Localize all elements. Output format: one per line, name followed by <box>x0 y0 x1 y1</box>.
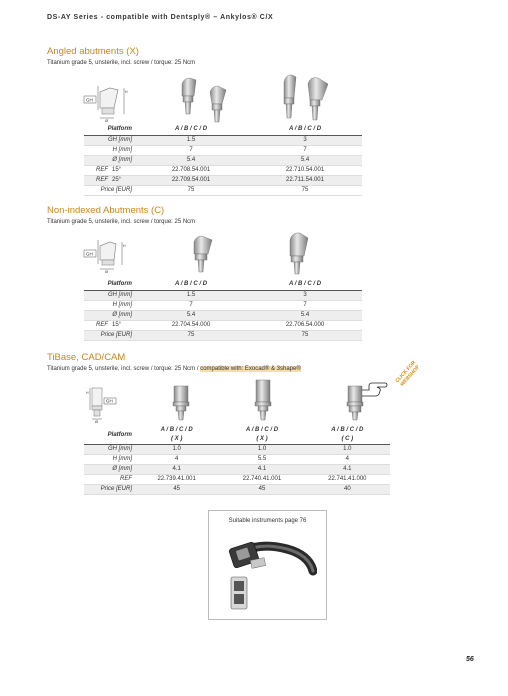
table-cell: 3 <box>248 136 362 146</box>
ref-angle: 25° <box>110 176 134 186</box>
dimension-diagram-nonindexed <box>84 238 134 274</box>
row-label: Price [EUR] <box>84 331 134 341</box>
row-label: GH [mm] <box>84 445 134 455</box>
row-label: REF <box>84 176 110 186</box>
column-header: A / B / C / D <box>248 124 362 136</box>
row-label: REF <box>84 166 110 176</box>
row-label: GH [mm] <box>84 136 134 146</box>
column-header: A / B / C / D ( C ) <box>305 426 390 445</box>
column-header: A / B / C / D <box>248 279 362 291</box>
row-label: H [mm] <box>84 301 134 311</box>
table-cell: 7 <box>134 146 248 156</box>
table-cell: 22.709.54.001 <box>134 176 248 186</box>
compatibility-highlight: compatible with: Exocad® & 3shape® <box>200 366 301 372</box>
column-header: A / B / C / D ( X ) <box>219 426 304 445</box>
platform-label: Platform <box>84 426 134 445</box>
svg-text:H: H <box>123 244 126 248</box>
row-label: Ø [mm] <box>84 311 134 321</box>
table-cell: 22.704.54.000 <box>134 321 248 331</box>
row-label: Ø [mm] <box>84 156 134 166</box>
section-subtitle-tibase: Titanium grade 5, unsterile, incl. screw / torque: 25 Ncm / compatible with: Exocad® & 3shape® <box>47 366 301 372</box>
svg-text:H: H <box>125 90 128 94</box>
product-image-nonindexed-2 <box>286 230 316 278</box>
row-label: REF <box>84 475 134 485</box>
table-cell: 1.0 <box>305 445 390 455</box>
dimension-diagram-tibase <box>88 382 124 422</box>
platform-label: Platform <box>84 279 134 291</box>
table-cell: 22.739.41.001 <box>134 475 219 485</box>
table-cell: 1.0 <box>219 445 304 455</box>
column-header: A / B / C / D <box>134 279 248 291</box>
row-label: H [mm] <box>84 455 134 465</box>
row-label: REF <box>84 321 110 331</box>
page-number: 56 <box>466 656 474 663</box>
spec-table-angled <box>84 124 362 196</box>
table-cell: 3 <box>248 291 362 301</box>
instruments-box[interactable] <box>208 510 327 620</box>
product-image-tibase-2 <box>252 378 274 422</box>
torque-wrench-image <box>217 531 317 615</box>
table-cell: 75 <box>248 331 362 341</box>
section-title-tibase: TiBase, CAD/CAM <box>47 352 126 363</box>
svg-text:H: H <box>86 391 89 395</box>
spec-table-nonindexed <box>84 279 362 341</box>
table-cell: 5.4 <box>248 311 362 321</box>
platform-label: Platform <box>84 124 134 136</box>
row-label: GH [mm] <box>84 291 134 301</box>
table-cell: 4.1 <box>305 465 390 475</box>
webshop-link[interactable]: CLICK FOR WEBSHOP <box>394 359 422 388</box>
svg-text:Ø: Ø <box>105 269 109 274</box>
table-cell: 4 <box>305 455 390 465</box>
row-label: Ø [mm] <box>84 465 134 475</box>
section-title-nonindexed: Non-indexed Abutments (C) <box>47 205 165 216</box>
table-cell: 22.740.41.001 <box>219 475 304 485</box>
instruments-caption: Suitable instruments page 76 <box>228 518 307 524</box>
table-cell: 22.708.54.001 <box>134 166 248 176</box>
table-cell: 22.711.54.001 <box>248 176 362 186</box>
table-cell: 4.1 <box>219 465 304 475</box>
row-label: H [mm] <box>84 146 134 156</box>
ref-angle: 15° <box>110 321 134 331</box>
table-cell: 1.0 <box>134 445 219 455</box>
svg-text:GH: GH <box>86 97 93 103</box>
table-cell: 45 <box>219 485 304 495</box>
table-cell: 75 <box>248 186 362 196</box>
svg-text:GH: GH <box>86 251 93 257</box>
table-cell: 4 <box>134 455 219 465</box>
column-header: A / B / C / D ( X ) <box>134 426 219 445</box>
table-cell: 7 <box>248 301 362 311</box>
table-cell: 22.741.41.000 <box>305 475 390 485</box>
spec-table-tibase <box>84 426 390 495</box>
product-image-angled-25 <box>276 72 336 126</box>
table-cell: 75 <box>134 186 248 196</box>
section-title-angled: Angled abutments (X) <box>47 46 139 57</box>
section-subtitle-angled: Titanium grade 5, unsterile, incl. screw / torque: 25 Ncm <box>47 60 196 66</box>
section-subtitle-nonindexed: Titanium grade 5, unsterile, incl. screw / torque: 25 Ncm <box>47 219 196 225</box>
table-cell: 5.4 <box>134 156 248 166</box>
table-cell: 1.5 <box>134 136 248 146</box>
svg-text:Ø: Ø <box>105 118 109 123</box>
table-cell: 4.1 <box>134 465 219 475</box>
table-cell: 5.4 <box>248 156 362 166</box>
table-cell: 22.706.54.000 <box>248 321 362 331</box>
row-label: Price [EUR] <box>84 186 134 196</box>
dimension-diagram-angled <box>84 80 134 122</box>
table-cell: 5.5 <box>219 455 304 465</box>
product-image-tibase-3 <box>344 384 366 422</box>
column-header: A / B / C / D <box>134 124 248 136</box>
table-cell: 7 <box>134 301 248 311</box>
product-image-tibase-1 <box>170 384 192 422</box>
product-image-nonindexed-1 <box>190 232 220 276</box>
ref-angle: 15° <box>110 166 134 176</box>
table-cell: 22.710.54.001 <box>248 166 362 176</box>
row-label: Price [EUR] <box>84 485 134 495</box>
table-cell: 1.5 <box>134 291 248 301</box>
table-cell: 40 <box>305 485 390 495</box>
svg-text:Ø: Ø <box>95 419 99 424</box>
svg-text:GH: GH <box>106 398 113 404</box>
page-header: DS-AY Series - compatible with Dentsply® – Ankylos® C/X <box>47 14 274 21</box>
table-cell: 7 <box>248 146 362 156</box>
product-image-angled-15 <box>176 74 236 126</box>
table-cell: 45 <box>134 485 219 495</box>
table-cell: 5.4 <box>134 311 248 321</box>
table-cell: 75 <box>134 331 248 341</box>
